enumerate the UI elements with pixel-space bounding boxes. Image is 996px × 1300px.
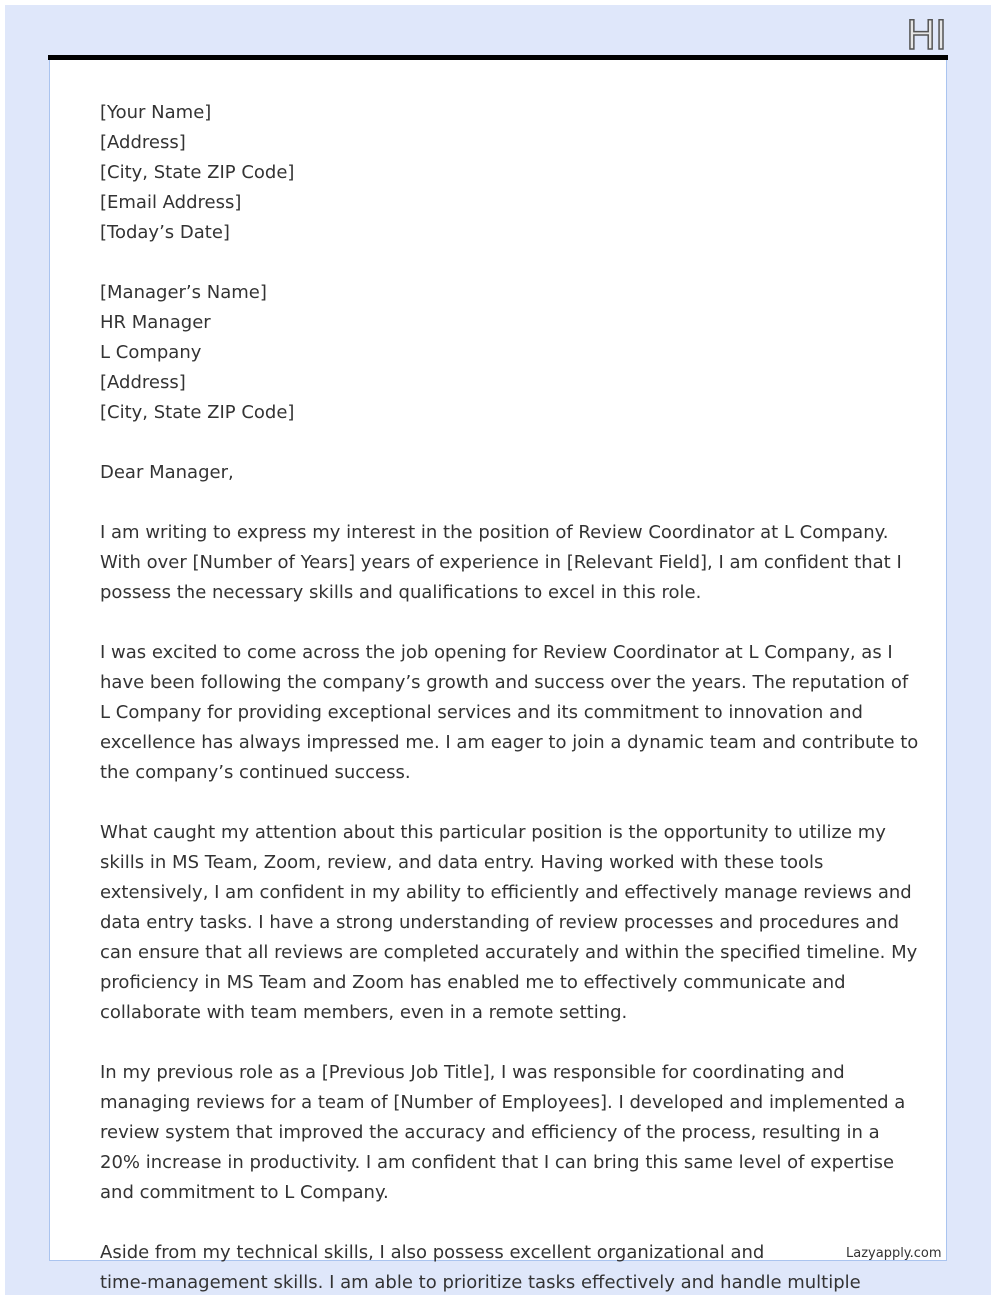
text-line: collaborate with team members, even in a remote setting. [100,1002,628,1023]
text-line: What caught my attention about this particular position is the opportunity to utilize my [100,822,886,843]
logo: HI [906,13,946,59]
text-line: time-management skills. I am able to prioritize tasks effectively and handle multiple [100,1272,861,1293]
text-line: 20% increase in productivity. I am confident that I can bring this same level of expertise [100,1152,895,1173]
paragraph-gap [100,488,920,518]
text-line: [Today’s Date] [100,222,230,243]
header-bar [48,55,948,60]
paragraph [100,98,920,248]
text-line: possess the necessary skills and qualifications to excel in this role. [100,582,702,603]
paragraph [100,458,920,488]
text-line: [City, State ZIP Code] [100,402,295,423]
text-line: HR Manager [100,312,211,333]
text-line: data entry tasks. I have a strong understanding of review processes and procedures and [100,912,900,933]
text-line: I am writing to express my interest in the position of Review Coordinator at L Company. [100,522,889,543]
text-line: Dear Manager, [100,462,234,483]
paragraph-gap [100,1208,920,1238]
paragraph-gap [100,248,920,278]
paragraph [100,1058,920,1208]
paragraph-gap [100,1028,920,1058]
text-line: excellence has always impressed me. I am eager to join a dynamic team and contribute to [100,732,919,753]
text-line: review system that improved the accuracy and efficiency of the process, resulting in a [100,1122,880,1143]
paragraph [100,1238,920,1298]
text-line: [Address] [100,132,186,153]
text-line: In my previous role as a [Previous Job Title], I was responsible for coordinating and [100,1062,845,1083]
text-line: have been following the company’s growth and success over the years. The reputation of [100,672,909,693]
paragraph [100,278,920,428]
paragraph [100,518,920,608]
text-line: [Your Name] [100,102,212,123]
text-line: skills in MS Team, Zoom, review, and data entry. Having worked with these tools [100,852,824,873]
paragraph-gap [100,608,920,638]
text-line: Aside from my technical skills, I also possess excellent organizational and [100,1242,765,1263]
text-line: managing reviews for a team of [Number of Employees]. I developed and implemented a [100,1092,906,1113]
text-line: With over [Number of Years] years of experience in [Relevant Field], I am confident that I [100,552,902,573]
text-line: the company’s continued success. [100,762,411,783]
text-line: proficiency in MS Team and Zoom has enabled me to effectively communicate and [100,972,846,993]
watermark: Lazyapply.com [846,1246,942,1261]
text-line: L Company [100,342,202,363]
paragraph-gap [100,428,920,458]
text-line: I was excited to come across the job opening for Review Coordinator at L Company, as I [100,642,893,663]
paragraph [100,818,920,1028]
paragraph [100,638,920,788]
text-line: [City, State ZIP Code] [100,162,295,183]
text-line: [Email Address] [100,192,242,213]
text-line: extensively, I am confident in my ability to efficiently and effectively manage reviews and [100,882,912,903]
text-line: can ensure that all reviews are completed accurately and within the specified timeline. My [100,942,918,963]
text-line: [Address] [100,372,186,393]
text-line: [Manager’s Name] [100,282,267,303]
letter-body [100,98,920,1298]
text-line: and commitment to L Company. [100,1182,389,1203]
paragraph-gap [100,788,920,818]
text-line: L Company for providing exceptional services and its commitment to innovation and [100,702,863,723]
